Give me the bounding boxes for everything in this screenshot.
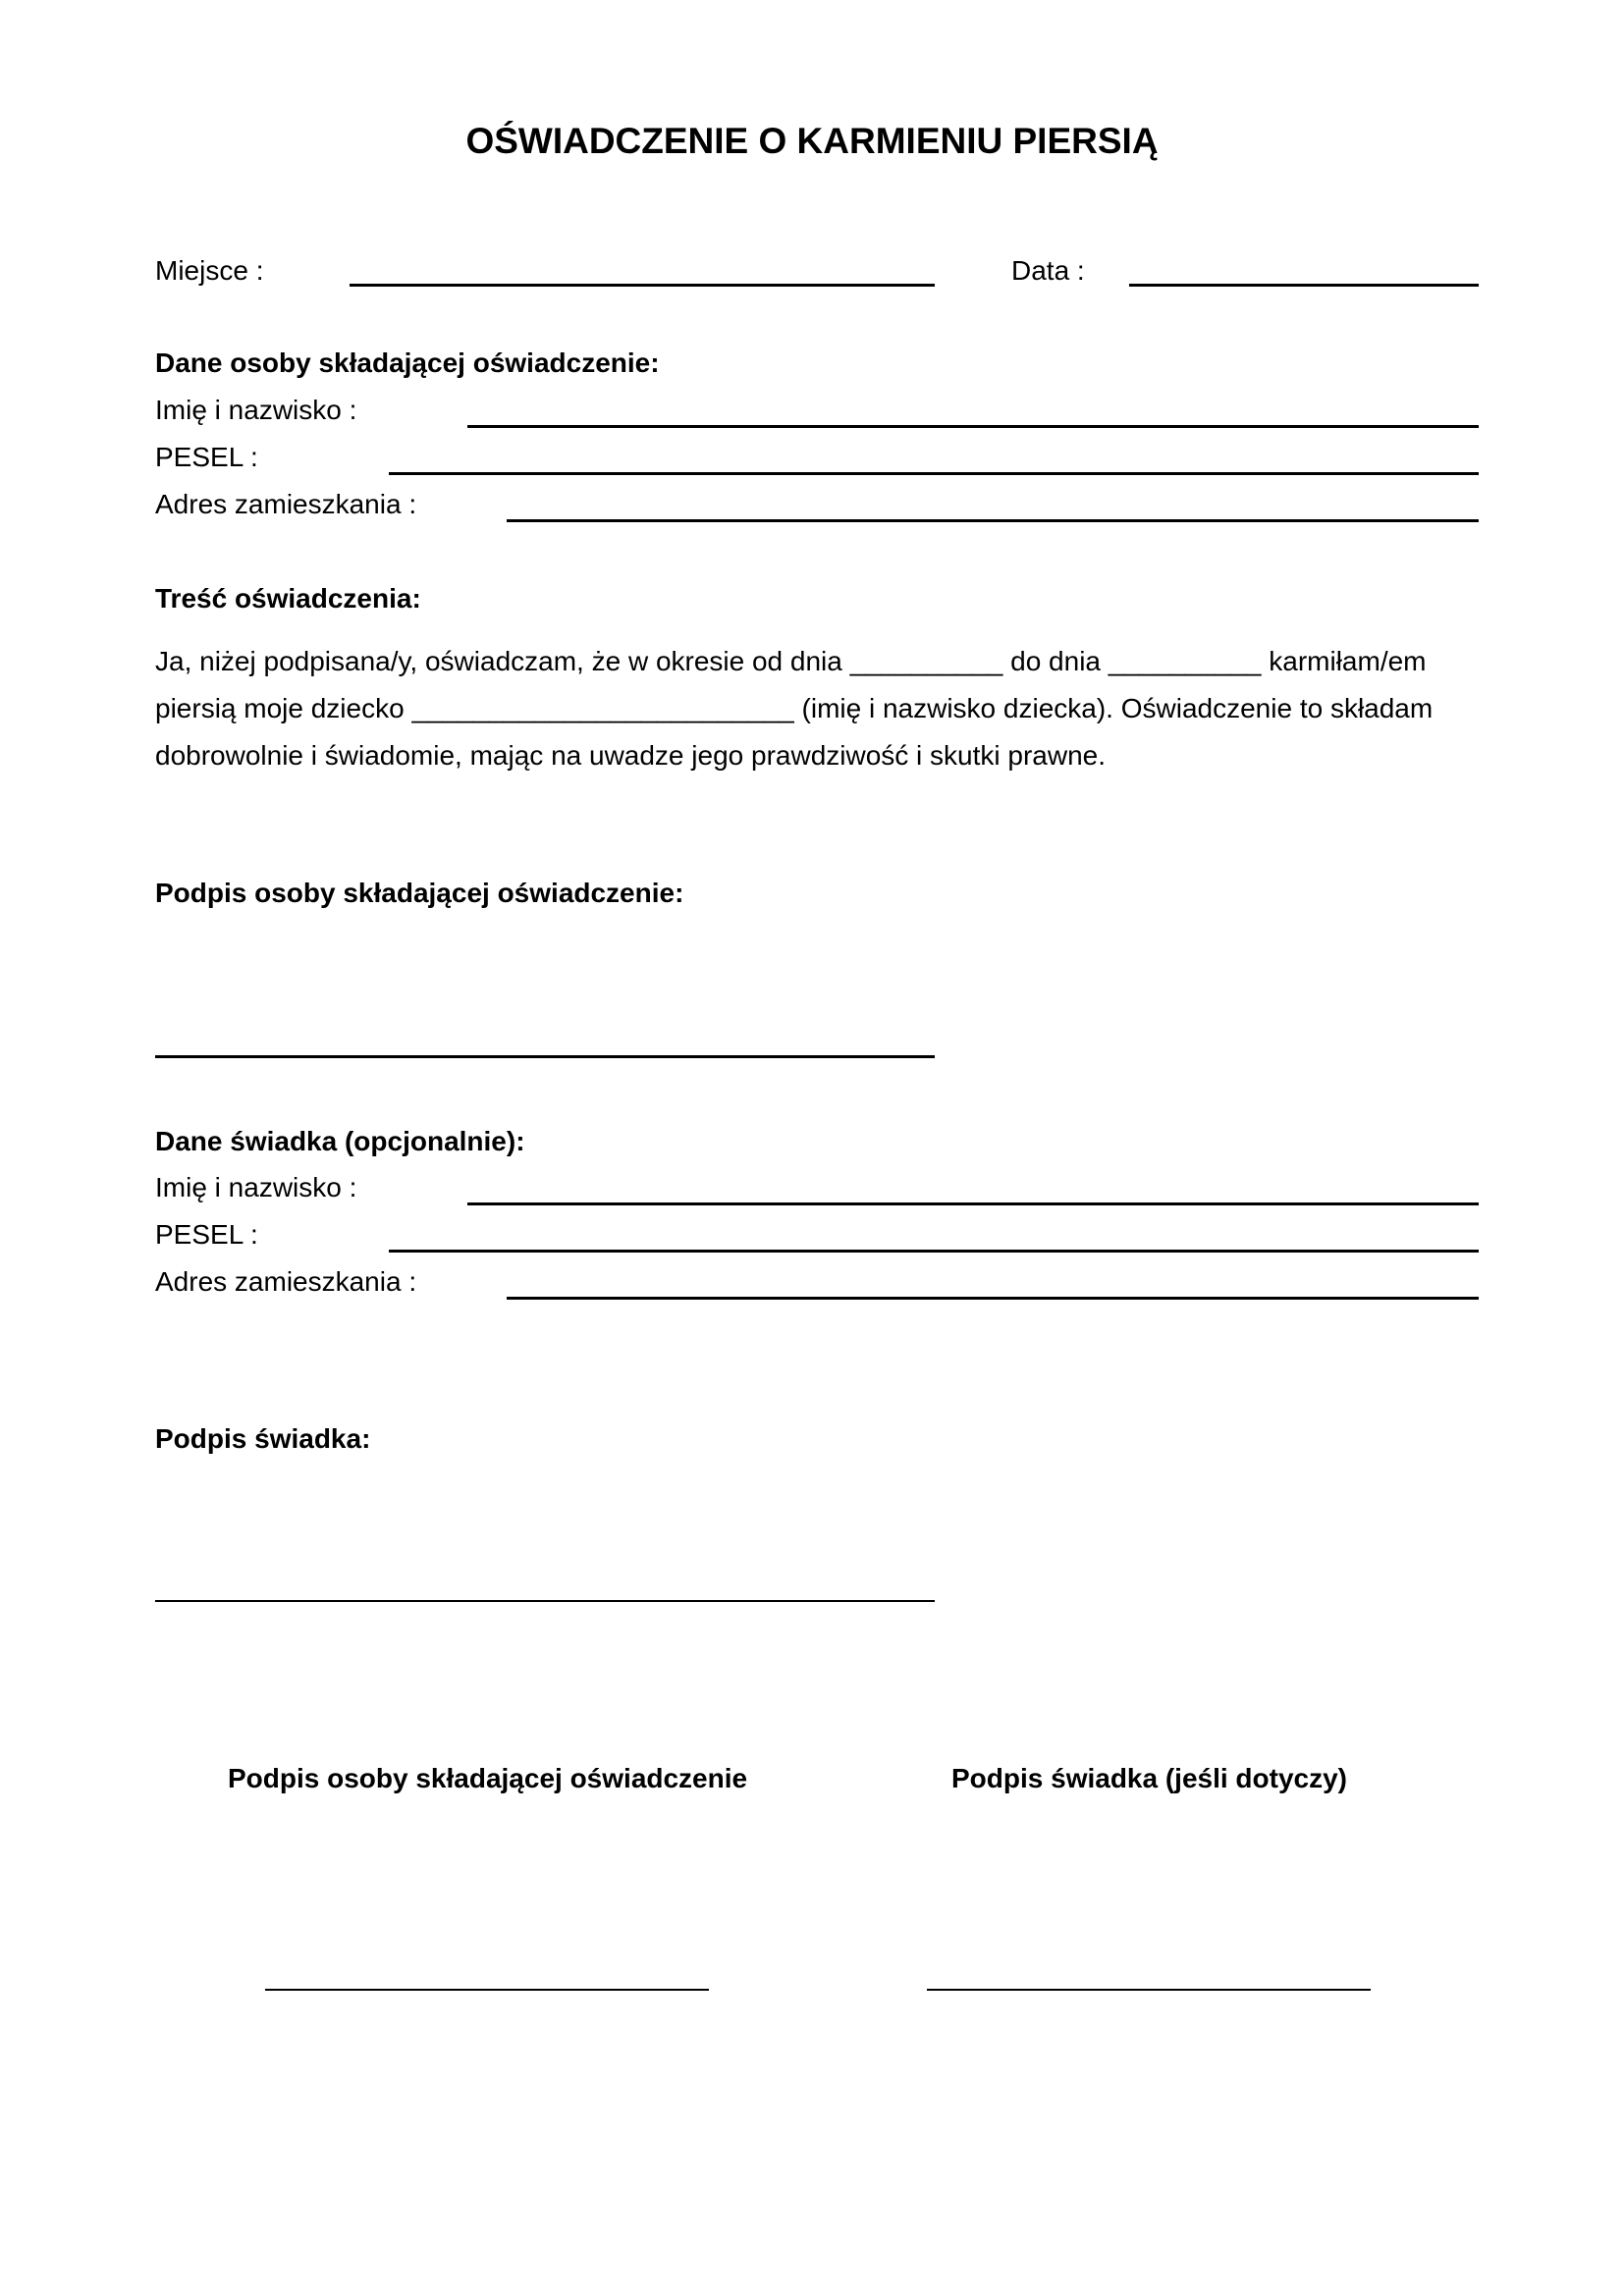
footer-witness-signature-label: Podpis świadka (jeśli dotyczy) (951, 1763, 1348, 1793)
date-label: Data : (1011, 255, 1085, 286)
witness-signature-field[interactable] (155, 1600, 935, 1602)
declarant-address-field[interactable] (507, 519, 1479, 522)
witness-pesel-label: PESEL : (155, 1219, 258, 1250)
declarant-address-label: Adres zamieszkania : (155, 489, 417, 519)
declarant-pesel-label: PESEL : (155, 442, 258, 472)
witness-section-heading: Dane świadka (opcjonalnie): (155, 1126, 525, 1156)
declarant-section-heading: Dane osoby składającej oświadczenie: (155, 347, 660, 378)
declarant-signature-heading: Podpis osoby składającej oświadczenie: (155, 878, 684, 908)
declarant-name-label: Imię i nazwisko : (155, 395, 357, 425)
declaration-paragraph (155, 638, 1433, 779)
declarant-name-field[interactable] (467, 425, 1479, 428)
witness-pesel-field[interactable] (389, 1250, 1479, 1253)
declarant-pesel-field[interactable] (389, 472, 1479, 475)
place-field[interactable] (350, 284, 935, 287)
declaration-line-3: dobrowolnie i świadomie, mając na uwadze jego prawdziwość i skutki prawne. (155, 740, 1107, 771)
document-title: OŚWIADCZENIE O KARMIENIU PIERSIĄ (465, 121, 1159, 161)
witness-signature-heading: Podpis świadka: (155, 1423, 371, 1454)
footer-declarant-signature-label: Podpis osoby składającej oświadczenie (228, 1763, 748, 1793)
declaration-line-2: piersią moje dziecko _________________________ (imię i nazwisko dziecka). Oświadczenie to składam (155, 693, 1434, 723)
declarant-signature-field[interactable] (155, 1055, 935, 1058)
footer-witness-signature-field[interactable] (927, 1989, 1371, 1991)
witness-address-field[interactable] (507, 1297, 1479, 1300)
witness-name-field[interactable] (467, 1202, 1479, 1205)
footer-declarant-signature-field[interactable] (265, 1989, 709, 1991)
place-label: Miejsce : (155, 255, 264, 286)
witness-address-label: Adres zamieszkania : (155, 1266, 417, 1297)
content-section-heading: Treść oświadczenia: (155, 583, 421, 614)
declaration-line-1: Ja, niżej podpisana/y, oświadczam, że w okresie od dnia __________ do dnia __________ karmiłam/em (155, 646, 1427, 676)
date-field[interactable] (1129, 284, 1479, 287)
witness-name-label: Imię i nazwisko : (155, 1172, 357, 1202)
